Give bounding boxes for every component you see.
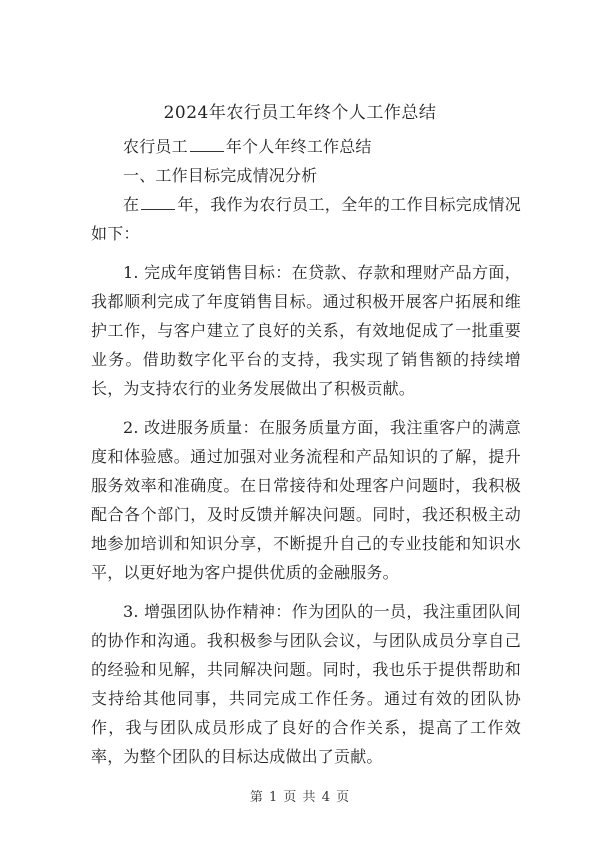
page-footer: 第 1 页 共 4 页 (249, 790, 351, 805)
subtitle-line (91, 132, 521, 161)
document-title: 2024年农行员工年终个人工作总结 (163, 103, 437, 123)
section1-heading: 一、工作目标完成情况分析 (123, 166, 318, 185)
intro-part2: 年，我作为农行员工，全年的工作目标完成情况如下： (91, 195, 522, 243)
item-2-paragraph: 2. 改进服务质量：在服务质量方面，我注重客户的满意度和体验感。通过加强对业务流程和产品知识的了解，提升服务效率和准确度。在日常接待和处理客户问题时，我积极配合各个部门，及时反馈并解决问题。同时，我还积极主动地参加培训和知识分享，不断提升自己的专业技能和知识水平，以更好地为客户提供优质的金融服务。 (91, 418, 521, 582)
item-3-paragraph: 3. 增强团队协作精神：作为团队的一员，我注重团队间的协作和沟通。我积极参与团队会议，与团队成员分享自己的经验和见解，共同解决问题。同时，我也乐于提供帮助和支持给其他同事，共同完成工作任务。通过有效的团队协作，我与团队成员形成了良好的合作关系，提高了工作效率，为整个团队的目标达成做出了贡献。 (91, 602, 521, 766)
subtitle-part2: 年个人年终工作总结 (225, 137, 372, 156)
subtitle-part1: 农行员工 (123, 137, 188, 156)
intro-blank (141, 193, 175, 210)
item-1-paragraph: 1. 完成年度销售目标：在贷款、存款和理财产品方面，我都顺利完成了年度销售目标。通过积极开展客户拓展和维护工作，与客户建立了良好的关系，有效地促成了一批重要业务。借助数字化平台的支持，我实现了销售额的持续增长，为支持农行的业务发展做出了积极贡献。 (91, 263, 521, 398)
intro-part1: 在 (123, 195, 140, 214)
intro-paragraph (91, 190, 521, 248)
document-body (91, 132, 521, 771)
subtitle-blank (190, 135, 224, 152)
